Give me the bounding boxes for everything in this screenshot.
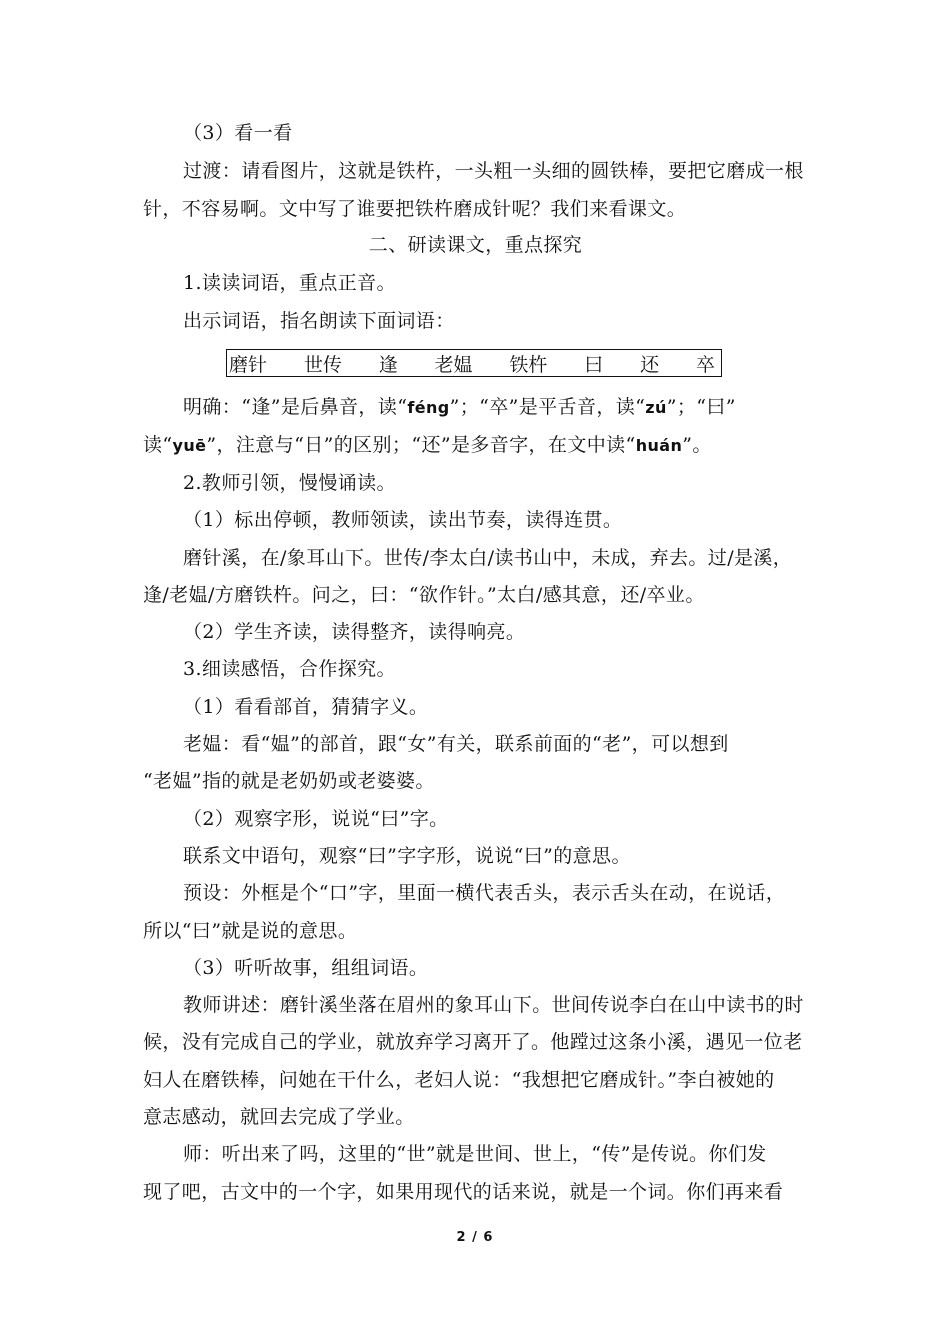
vocab-word: 世传 <box>303 353 342 376</box>
subsection-heading: （3）看一看 <box>183 122 293 144</box>
paragraph-line: 所以“曰”就是说的意思。 <box>143 920 358 942</box>
vocab-word: 还 <box>640 353 660 376</box>
paragraph-line: 现了吧，古文中的一个字，如果用现代的话来说，就是一个词。你们再来看 <box>143 1181 784 1203</box>
text-run: 读“ <box>143 434 173 456</box>
paragraph-line: 候，没有完成自己的学业，就放弃学习离开了。他蹚过这条小溪，遇见一位老 <box>143 1031 803 1053</box>
text-run: ”；“卒”是平舌音，读“ <box>449 396 646 418</box>
classical-text-line: 磨针溪，在/象耳山下。世传/李太白/读书山中，未成，弃去。过/是溪， <box>183 547 793 569</box>
vocab-word: 老媪 <box>434 353 473 376</box>
subsection-heading: （2）学生齐读，读得整齐，读得响亮。 <box>183 621 526 643</box>
paragraph-line: 意志感动，就回去完成了学业。 <box>143 1106 415 1128</box>
paragraph-line: 过渡：请看图片，这就是铁杵，一头粗一头细的圆铁棒，要把它磨成一根 <box>183 160 804 182</box>
subsection-heading: （3）听听故事，组组词语。 <box>183 957 429 979</box>
paragraph-line <box>183 394 808 421</box>
pinyin: huán <box>635 436 683 455</box>
text-run: ”。 <box>682 434 712 456</box>
step-heading: 1.读读词语，重点正音。 <box>183 272 396 294</box>
text-run: ”；“曰” <box>666 396 736 418</box>
text-run: ”，注意与“日”的区别；“还”是多音字，在文中读“ <box>206 434 636 456</box>
pinyin: féng <box>407 398 450 417</box>
paragraph-line: 预设：外框是个“口”字，里面一横代表舌头，表示舌头在动，在说话， <box>183 882 786 904</box>
page-number: 2 / 6 <box>456 1230 494 1245</box>
vocab-word: 铁杵 <box>509 353 548 376</box>
paragraph-line <box>143 432 808 459</box>
subsection-heading: （1）看看部首，猜猜字义。 <box>183 696 429 718</box>
subsection-heading: （2）观察字形，说说“曰”字。 <box>183 808 449 830</box>
paragraph-line: 出示词语，指名朗读下面词语： <box>183 310 455 332</box>
classical-text-line: 逢/老媪/方磨铁杵。问之，曰：“欲作针。”太白/感其意，还/卒业。 <box>143 584 705 606</box>
vocab-word: 曰 <box>584 353 604 376</box>
paragraph-line: 师：听出来了吗，这里的“世”就是世间、世上，“传”是传说。你们发 <box>183 1143 767 1165</box>
vocab-word: 逢 <box>378 353 398 376</box>
vocab-word: 卒 <box>695 353 715 376</box>
paragraph-line: “老媪”指的就是老奶奶或老婆婆。 <box>143 770 435 792</box>
paragraph-line: 针，不容易啊。文中写了谁要把铁杵磨成针呢？我们来看课文。 <box>143 198 687 220</box>
step-heading: 3.细读感悟，合作探究。 <box>183 658 396 680</box>
paragraph-line: 妇人在磨铁棒，问她在干什么，老妇人说：“我想把它磨成针。”李白被她的 <box>143 1069 775 1091</box>
pinyin: yuē <box>172 436 207 455</box>
step-heading: 2.教师引领，慢慢诵读。 <box>183 472 396 494</box>
paragraph-line: 联系文中语句，观察“曰”字字形，说说“曰”的意思。 <box>183 845 631 867</box>
section-heading: 二、研读课文，重点探究 <box>368 234 583 256</box>
pinyin: zú <box>645 398 667 417</box>
text-run: 明确：“逢”是后鼻音，读“ <box>183 396 408 418</box>
paragraph-line: 老媪：看“媪”的部首，跟“女”有关，联系前面的“老”，可以想到 <box>183 733 729 755</box>
paragraph-line: 教师讲述：磨针溪坐落在眉州的象耳山下。世间传说李白在山中读书的时 <box>183 994 804 1016</box>
subsection-heading: （1）标出停顿，教师领读，读出节奏，读得连贯。 <box>183 509 623 531</box>
vocab-word: 磨针 <box>229 353 268 376</box>
vocabulary-box <box>226 349 722 377</box>
